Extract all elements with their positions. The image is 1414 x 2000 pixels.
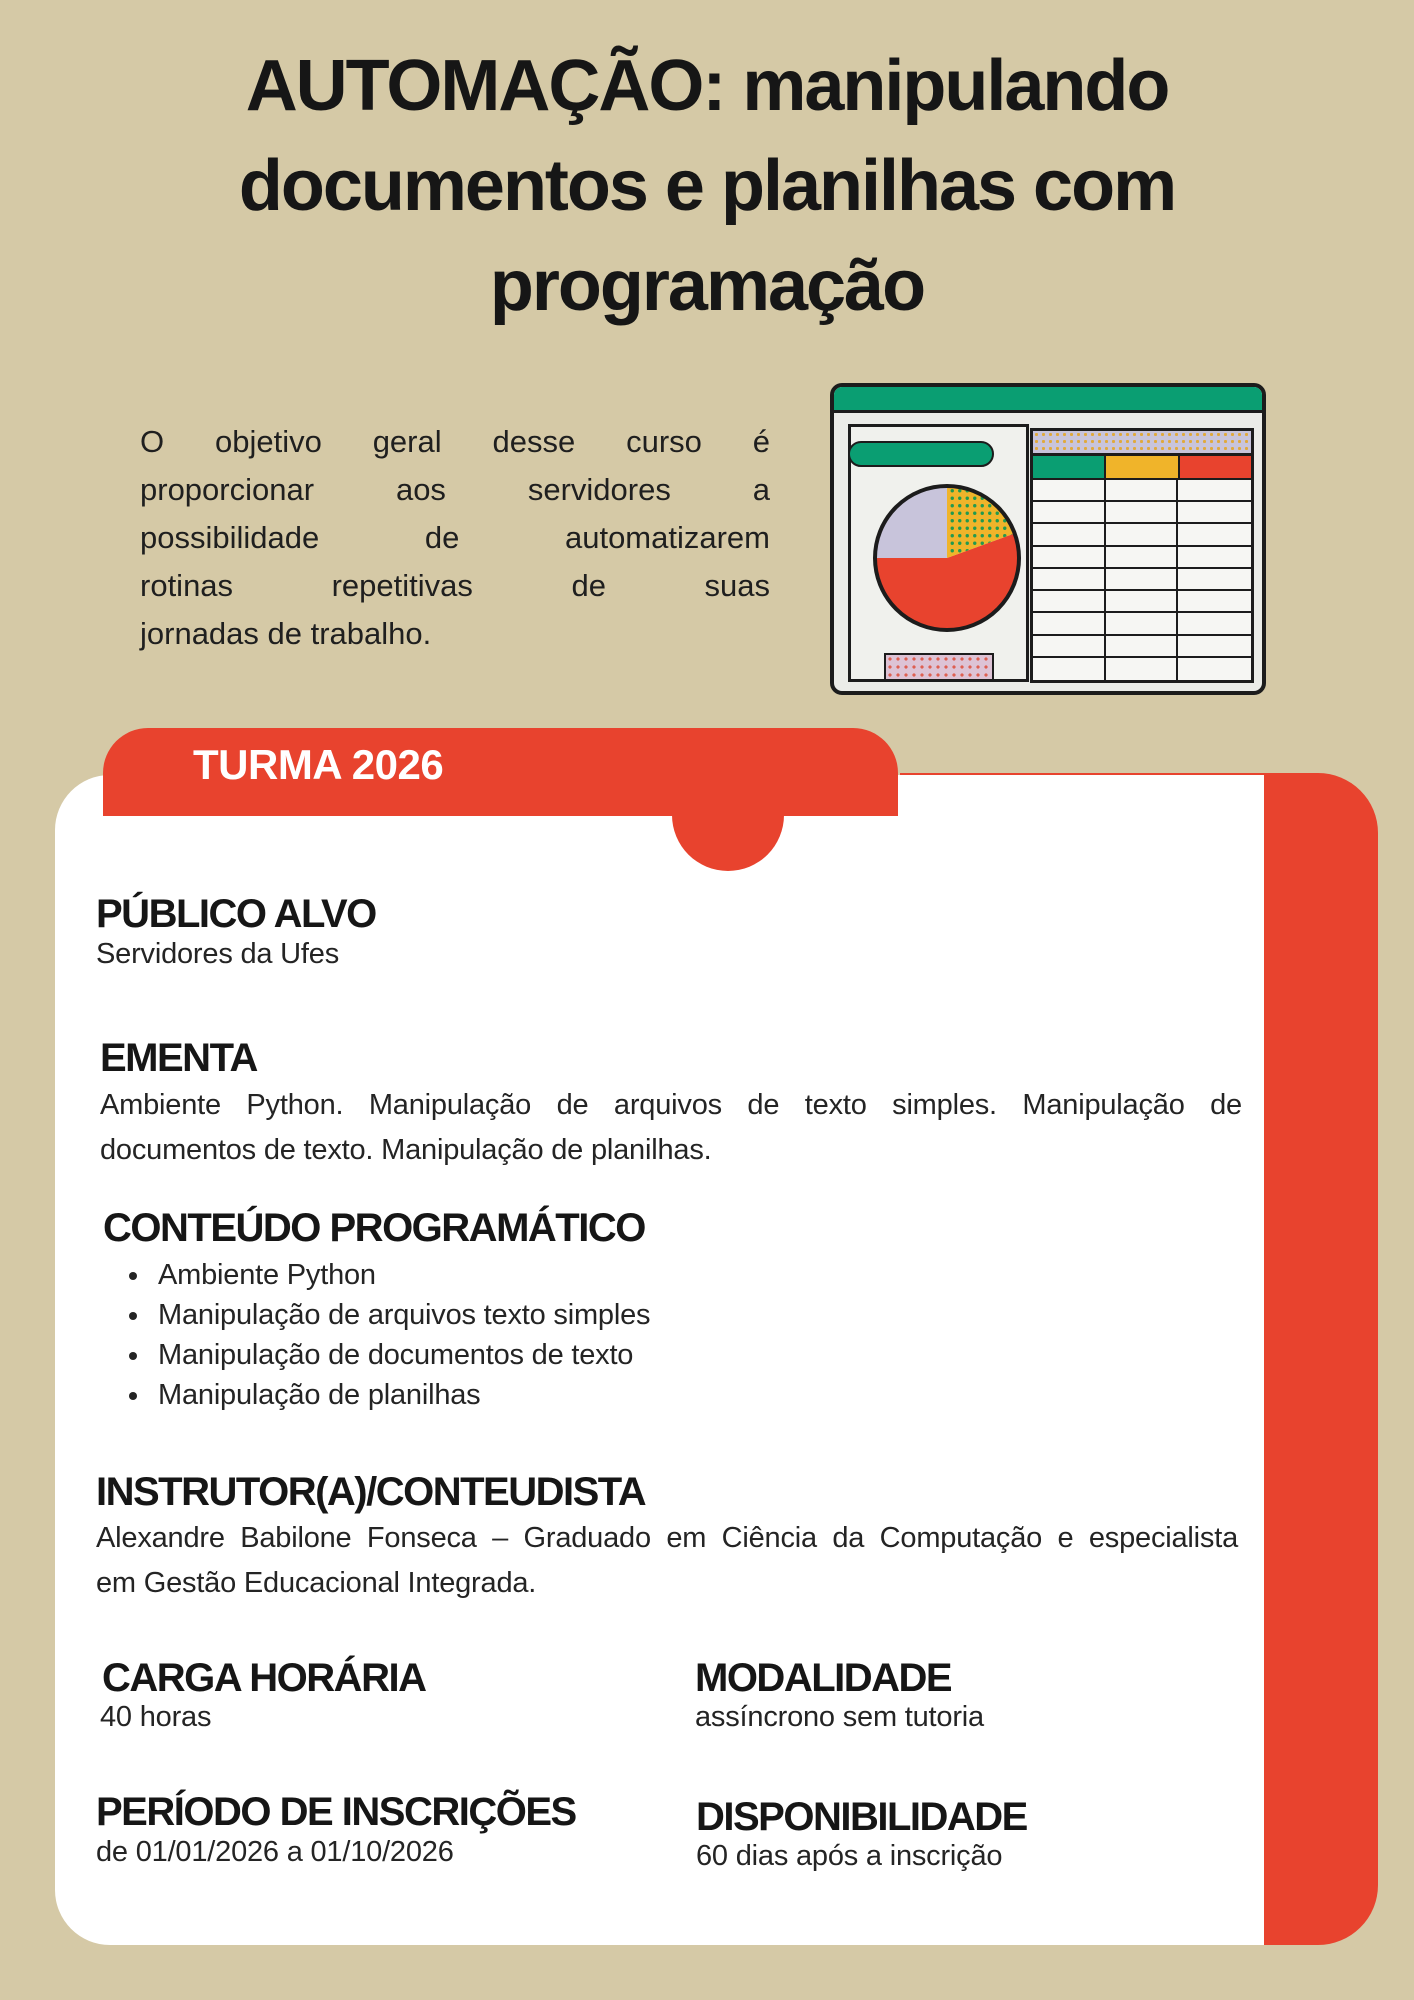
section-heading-conteudo: CONTEÚDO PROGRAMÁTICO: [103, 1206, 645, 1250]
section-body-publico-alvo: Servidores da Ufes: [96, 938, 340, 970]
intro-line: proporcionar aos servidores a: [140, 472, 770, 507]
intro-line: possibilidade de automatizarem: [140, 520, 770, 555]
instrutor-line: em Gestão Educacional Integrada.: [96, 1567, 537, 1599]
heading-carga-horaria: CARGA HORÁRIA: [102, 1656, 426, 1700]
ementa-line: Ambiente Python. Manipulação de arquivos de texto simples. Manipulação de: [100, 1089, 1242, 1121]
course-title-line: documentos e planilhas com: [238, 146, 1176, 226]
bullet-item: • Manipulação de arquivos texto simples: [152, 1295, 650, 1335]
intro-line: jornadas de trabalho.: [140, 616, 432, 651]
section-heading-instrutor: INSTRUTOR(A)/CONTEUDISTA: [96, 1470, 646, 1514]
section-body-ementa: [100, 1083, 1242, 1173]
bullet-item: • Manipulação de planilhas: [152, 1375, 650, 1415]
instrutor-line: Alexandre Babilone Fonseca – Graduado em Ciência da Computação e especialista: [96, 1522, 1238, 1554]
conteudo-bullet-list: [122, 1255, 650, 1415]
section-heading-publico-alvo: PÚBLICO ALVO: [96, 892, 376, 936]
intro-line: rotinas repetitivas de suas: [140, 568, 770, 603]
value-carga-horaria: 40 horas: [100, 1701, 212, 1733]
heading-modalidade: MODALIDADE: [695, 1656, 952, 1700]
bullet-item: • Ambiente Python: [152, 1255, 650, 1295]
course-title-line: AUTOMAÇÃO: manipulando: [245, 46, 1169, 126]
value-disponibilidade: 60 dias após a inscrição: [696, 1840, 1003, 1872]
section-body-instrutor: [96, 1516, 1238, 1606]
ementa-line: documentos de texto. Manipulação de planilhas.: [100, 1134, 712, 1166]
course-title-line: programação: [489, 246, 925, 326]
section-heading-ementa: EMENTA: [100, 1036, 257, 1080]
value-periodo: de 01/01/2026 a 01/10/2026: [96, 1836, 454, 1868]
heading-periodo: PERÍODO DE INSCRIÇÕES: [96, 1790, 576, 1834]
intro-line: O objetivo geral desse curso é: [140, 424, 770, 459]
heading-disponibilidade: DISPONIBILIDADE: [696, 1795, 1027, 1839]
value-modalidade: assíncrono sem tutoria: [695, 1701, 984, 1733]
bullet-item: • Manipulação de documentos de texto: [152, 1335, 650, 1375]
banner-label: TURMA 2026: [193, 741, 444, 788]
